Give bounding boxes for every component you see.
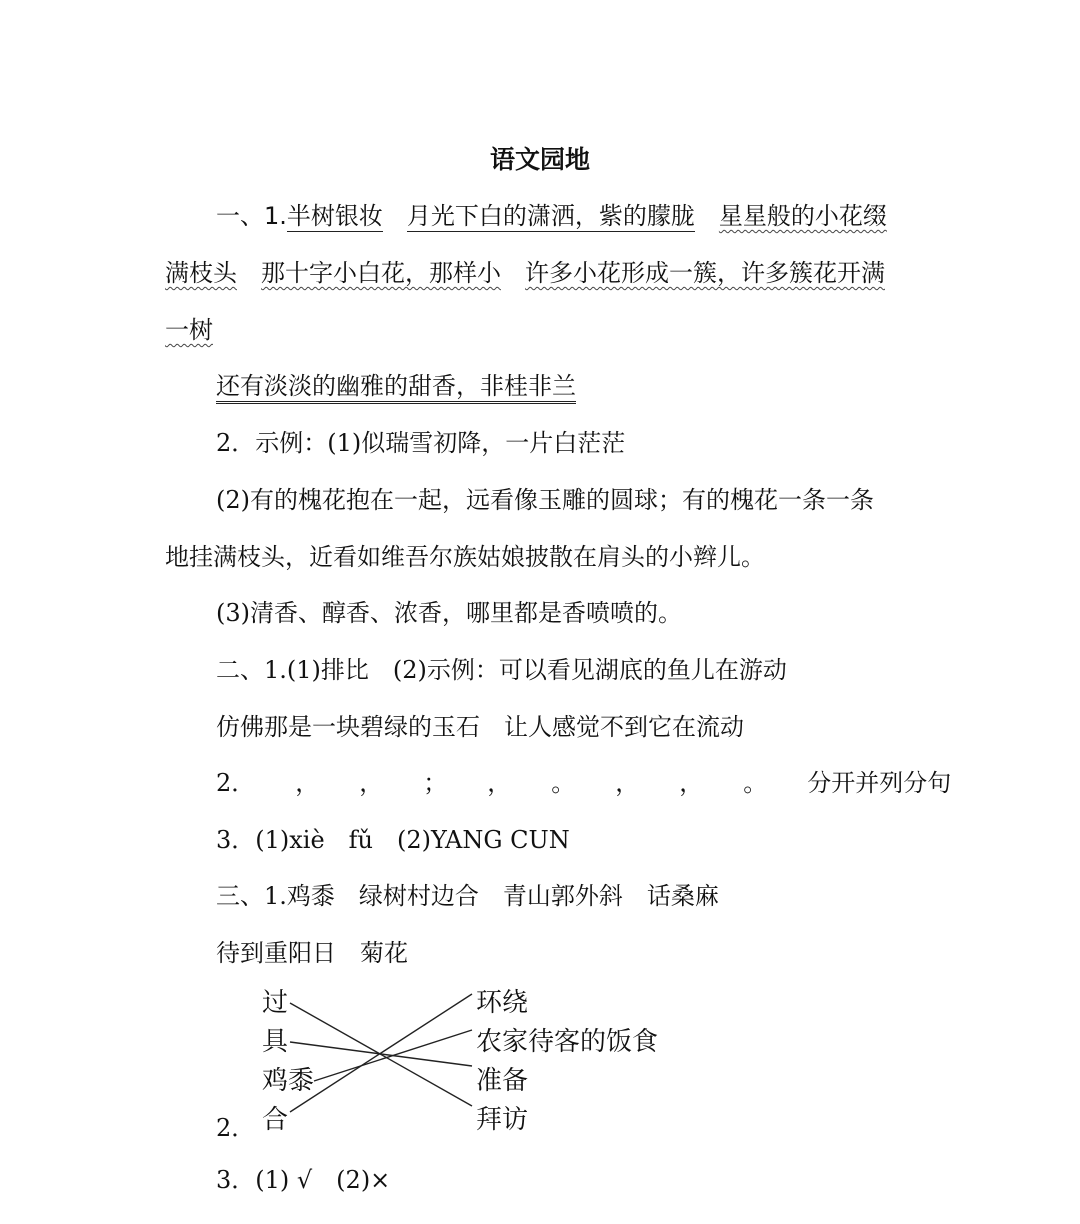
s1-phrase-4: 那十字小白花，那样小 [261,259,501,287]
punct-mark: ， [295,769,320,797]
match-right-1: 环绕 [476,988,529,1018]
match-left-2: 具 [262,1027,289,1057]
s1-line-3 [165,314,213,346]
s1-phrase-6: 还有淡淡的幽雅的甜香，非桂非兰 [216,372,576,404]
s1-line-1 [216,200,887,232]
punct-mark: 。 [551,769,576,797]
punct-mark: 。 [743,769,768,797]
punct-mark: ， [679,769,704,797]
punct-mark: ； [423,769,448,797]
page-title: 语文园地 [489,145,590,174]
s1-phrase-5b: 一树 [165,316,213,344]
s2-q3: 3．(1)xiè fǔ (2)YANG CUN [216,826,570,854]
s3-q2-num: 2． [216,1114,256,1142]
s2-q2 [216,767,951,799]
match-right-3: 准备 [476,1066,529,1096]
s1-q2-3: (3)清香、醇香、浓香，哪里都是香喷喷的。 [216,599,682,627]
s1-line-4 [216,370,576,402]
s1-q2-2b: 地挂满枝头，近看如维吾尔族姑娘披散在肩头的小辫儿。 [165,543,765,571]
s3-q3: 3．(1) √ (2)× [216,1166,391,1194]
s1-phrase-5a: 许多小花形成一簇，许多簇花开满 [525,259,885,287]
match-right-2: 农家待客的饭食 [476,1027,659,1057]
s2-q1b: 仿佛那是一块碧绿的玉石 让人感觉不到它在流动 [216,713,744,741]
s2-q2-tail: 分开并列分句 [807,769,952,797]
s1-phrase-1: 半树银妆 [286,202,383,230]
s1-phrase-3b: 满枝头 [165,259,237,287]
s3-q1a: 三、1.鸡黍 绿树村边合 青山郭外斜 话桑麻 [216,882,719,910]
s1-q2: 2．示例：(1)似瑞雪初降，一片白茫茫 [216,429,626,457]
s1-line-2 [165,257,885,289]
match-right-4: 拜访 [476,1105,529,1135]
s3-q1b: 待到重阳日 菊花 [216,939,408,967]
s1-head: 一、1. [216,202,287,230]
match-line [290,1003,472,1106]
match-left-3: 鸡黍 [262,1066,315,1096]
s1-phrase-3a: 星星般的小花缀 [718,202,887,230]
s1-phrase-2: 月光下白的潇洒，紫的朦胧 [406,202,695,230]
punct-mark: ， [615,769,640,797]
match-left-4: 合 [262,1105,289,1135]
match-line [290,994,472,1112]
s2-q1a: 二、1.(1)排比 (2)示例：可以看见湖底的鱼儿在游动 [216,656,787,684]
s1-q2-2a: (2)有的槐花抱在一起，远看像玉雕的圆球；有的槐花一条一条 [216,486,874,514]
punct-mark: ， [487,769,512,797]
s2-q2-num: 2． [216,769,256,797]
match-line [290,1042,472,1066]
match-line [314,1030,472,1081]
punct-mark: ， [359,769,384,797]
match-left-1: 过 [262,988,289,1018]
